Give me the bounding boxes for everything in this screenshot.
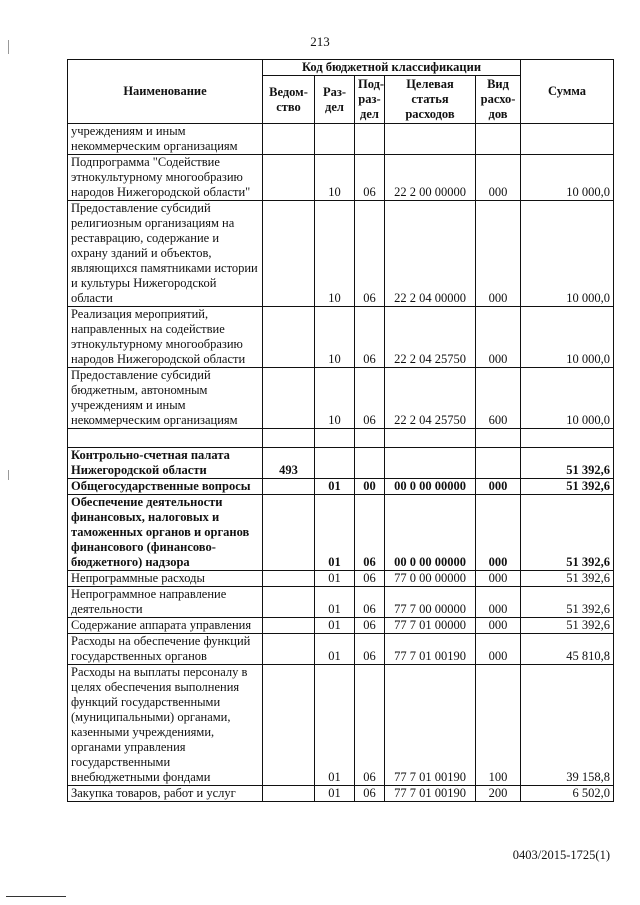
- row-vid: 000: [476, 618, 521, 634]
- header-vedomstvo: Ведом-ство: [263, 76, 315, 124]
- row-razdel: [315, 124, 355, 155]
- row-razdel: 10: [315, 201, 355, 307]
- table-row: [68, 368, 614, 429]
- row-ved: [263, 124, 315, 155]
- row-vid: 000: [476, 634, 521, 665]
- row-name: Контрольно-счетная палата Нижегородской области: [68, 448, 263, 479]
- row-podrazdel: 06: [355, 368, 385, 429]
- row-podrazdel: 06: [355, 786, 385, 802]
- page-number: 213: [310, 34, 330, 49]
- row-vid: [476, 448, 521, 479]
- row-vid: 000: [476, 307, 521, 368]
- row-name: Подпрограмма "Содействие этнокультурному многообразию народов Нижегородской области": [68, 155, 263, 201]
- row-sum: 10 000,0: [521, 368, 614, 429]
- table-row: [68, 201, 614, 307]
- row-razdel: 01: [315, 618, 355, 634]
- row-stat: 00 0 00 00000: [385, 495, 476, 571]
- row-sum: 51 392,6: [521, 618, 614, 634]
- table-row: [68, 571, 614, 587]
- row-name: Содержание аппарата управления: [68, 618, 263, 634]
- row-sum: 10 000,0: [521, 155, 614, 201]
- row-vid: 000: [476, 571, 521, 587]
- table-row: [68, 124, 614, 155]
- row-ved: [263, 155, 315, 201]
- row-name: Расходы на обеспечение функций государственных органов: [68, 634, 263, 665]
- row-vid: 000: [476, 495, 521, 571]
- row-stat: 22 2 04 00000: [385, 201, 476, 307]
- row-ved: [263, 665, 315, 786]
- row-podrazdel: 06: [355, 201, 385, 307]
- row-vid: 100: [476, 665, 521, 786]
- row-name: Непрограммные расходы: [68, 571, 263, 587]
- row-sum: 51 392,6: [521, 448, 614, 479]
- table-row: [68, 634, 614, 665]
- table-row-spacer: [68, 429, 614, 448]
- row-name: Закупка товаров, работ и услуг: [68, 786, 263, 802]
- row-vid: [476, 429, 521, 448]
- row-vid: 000: [476, 201, 521, 307]
- row-sum: 6 502,0: [521, 786, 614, 802]
- table-row: [68, 587, 614, 618]
- row-podrazdel: 06: [355, 155, 385, 201]
- row-razdel: 01: [315, 786, 355, 802]
- row-stat: 77 7 00 00000: [385, 587, 476, 618]
- row-podrazdel: 06: [355, 571, 385, 587]
- row-ved: 493: [263, 448, 315, 479]
- row-ved: [263, 429, 315, 448]
- row-sum: 51 392,6: [521, 495, 614, 571]
- row-ved: [263, 368, 315, 429]
- table-row: [68, 786, 614, 802]
- row-stat: [385, 448, 476, 479]
- table-row: [68, 479, 614, 495]
- footer-rule: [6, 896, 66, 897]
- row-sum: 45 810,8: [521, 634, 614, 665]
- row-name: Обеспечение деятельности финансовых, налоговых и таможенных органов и органов финансового (финансово-бюджетного) надзора: [68, 495, 263, 571]
- row-sum: 39 158,8: [521, 665, 614, 786]
- row-podrazdel: 06: [355, 618, 385, 634]
- row-ved: [263, 201, 315, 307]
- row-stat: [385, 429, 476, 448]
- scan-mark: [8, 40, 9, 54]
- table-row: [68, 665, 614, 786]
- header-summa: Сумма: [521, 60, 614, 124]
- row-name: Предоставление субсидий бюджетным, автономным учреждениям и иным некоммерческим организациям: [68, 368, 263, 429]
- row-podrazdel: 00: [355, 479, 385, 495]
- row-name: Реализация мероприятий, направленных на содействие этнокультурному многообразию народов Нижегородской области: [68, 307, 263, 368]
- row-sum: 10 000,0: [521, 201, 614, 307]
- row-vid: 000: [476, 587, 521, 618]
- table-row: [68, 155, 614, 201]
- row-podrazdel: [355, 448, 385, 479]
- header-code-group: Код бюджетной классификации: [263, 60, 521, 76]
- row-ved: [263, 634, 315, 665]
- row-ved: [263, 786, 315, 802]
- row-podrazdel: 06: [355, 665, 385, 786]
- row-razdel: 01: [315, 634, 355, 665]
- row-sum: [521, 429, 614, 448]
- header-podrazdel: Под-раз-дел: [355, 76, 385, 124]
- row-stat: 77 7 01 00190: [385, 786, 476, 802]
- header-name: Наименование: [68, 60, 263, 124]
- row-razdel: 10: [315, 155, 355, 201]
- row-stat: 77 7 01 00190: [385, 665, 476, 786]
- row-sum: 51 392,6: [521, 571, 614, 587]
- row-stat: [385, 124, 476, 155]
- row-sum: 10 000,0: [521, 307, 614, 368]
- row-razdel: 01: [315, 587, 355, 618]
- row-razdel: [315, 429, 355, 448]
- row-razdel: 10: [315, 368, 355, 429]
- row-vid: 600: [476, 368, 521, 429]
- row-stat: 22 2 04 25750: [385, 368, 476, 429]
- row-vid: 000: [476, 479, 521, 495]
- header-celevaya: Целевая статья расходов: [385, 76, 476, 124]
- row-podrazdel: [355, 429, 385, 448]
- document-code: 0403/2015-1725(1): [512, 848, 610, 862]
- row-name: Предоставление субсидий религиозным организациям на реставрацию, содержание и охрану зданий и объектов, являющихся памятниками истории и культуры Нижегородской области: [68, 201, 263, 307]
- row-sum: [521, 124, 614, 155]
- table-row: [68, 495, 614, 571]
- row-ved: [263, 479, 315, 495]
- row-stat: 22 2 00 00000: [385, 155, 476, 201]
- row-ved: [263, 571, 315, 587]
- row-razdel: 01: [315, 665, 355, 786]
- row-podrazdel: 06: [355, 634, 385, 665]
- row-stat: 77 0 00 00000: [385, 571, 476, 587]
- row-name: Расходы на выплаты персоналу в целях обеспечения выполнения функций государственными (муниципальными) органами, казенными учреждениями, органами управления государственными внебюджетными фондами: [68, 665, 263, 786]
- row-ved: [263, 495, 315, 571]
- row-ved: [263, 307, 315, 368]
- table-row: [68, 618, 614, 634]
- row-vid: [476, 124, 521, 155]
- row-name: Непрограммное направление деятельности: [68, 587, 263, 618]
- row-razdel: 01: [315, 495, 355, 571]
- row-podrazdel: 06: [355, 587, 385, 618]
- row-vid: 000: [476, 155, 521, 201]
- row-razdel: 01: [315, 571, 355, 587]
- row-ved: [263, 587, 315, 618]
- row-podrazdel: 06: [355, 495, 385, 571]
- table-row: [68, 307, 614, 368]
- row-stat: 77 7 01 00000: [385, 618, 476, 634]
- row-stat: 00 0 00 00000: [385, 479, 476, 495]
- row-ved: [263, 618, 315, 634]
- row-vid: 200: [476, 786, 521, 802]
- row-razdel: 10: [315, 307, 355, 368]
- row-sum: 51 392,6: [521, 587, 614, 618]
- table-row: [68, 448, 614, 479]
- header-vid: Вид расхо-дов: [476, 76, 521, 124]
- row-stat: 22 2 04 25750: [385, 307, 476, 368]
- row-podrazdel: [355, 124, 385, 155]
- budget-table: [67, 59, 614, 802]
- row-name: учреждениям и иным некоммерческим организациям: [68, 124, 263, 155]
- row-razdel: 01: [315, 479, 355, 495]
- scan-mark: [8, 470, 9, 480]
- row-podrazdel: 06: [355, 307, 385, 368]
- row-razdel: [315, 448, 355, 479]
- row-sum: 51 392,6: [521, 479, 614, 495]
- row-name: [68, 429, 263, 448]
- row-stat: 77 7 01 00190: [385, 634, 476, 665]
- row-name: Общегосударственные вопросы: [68, 479, 263, 495]
- header-razdel: Раз-дел: [315, 76, 355, 124]
